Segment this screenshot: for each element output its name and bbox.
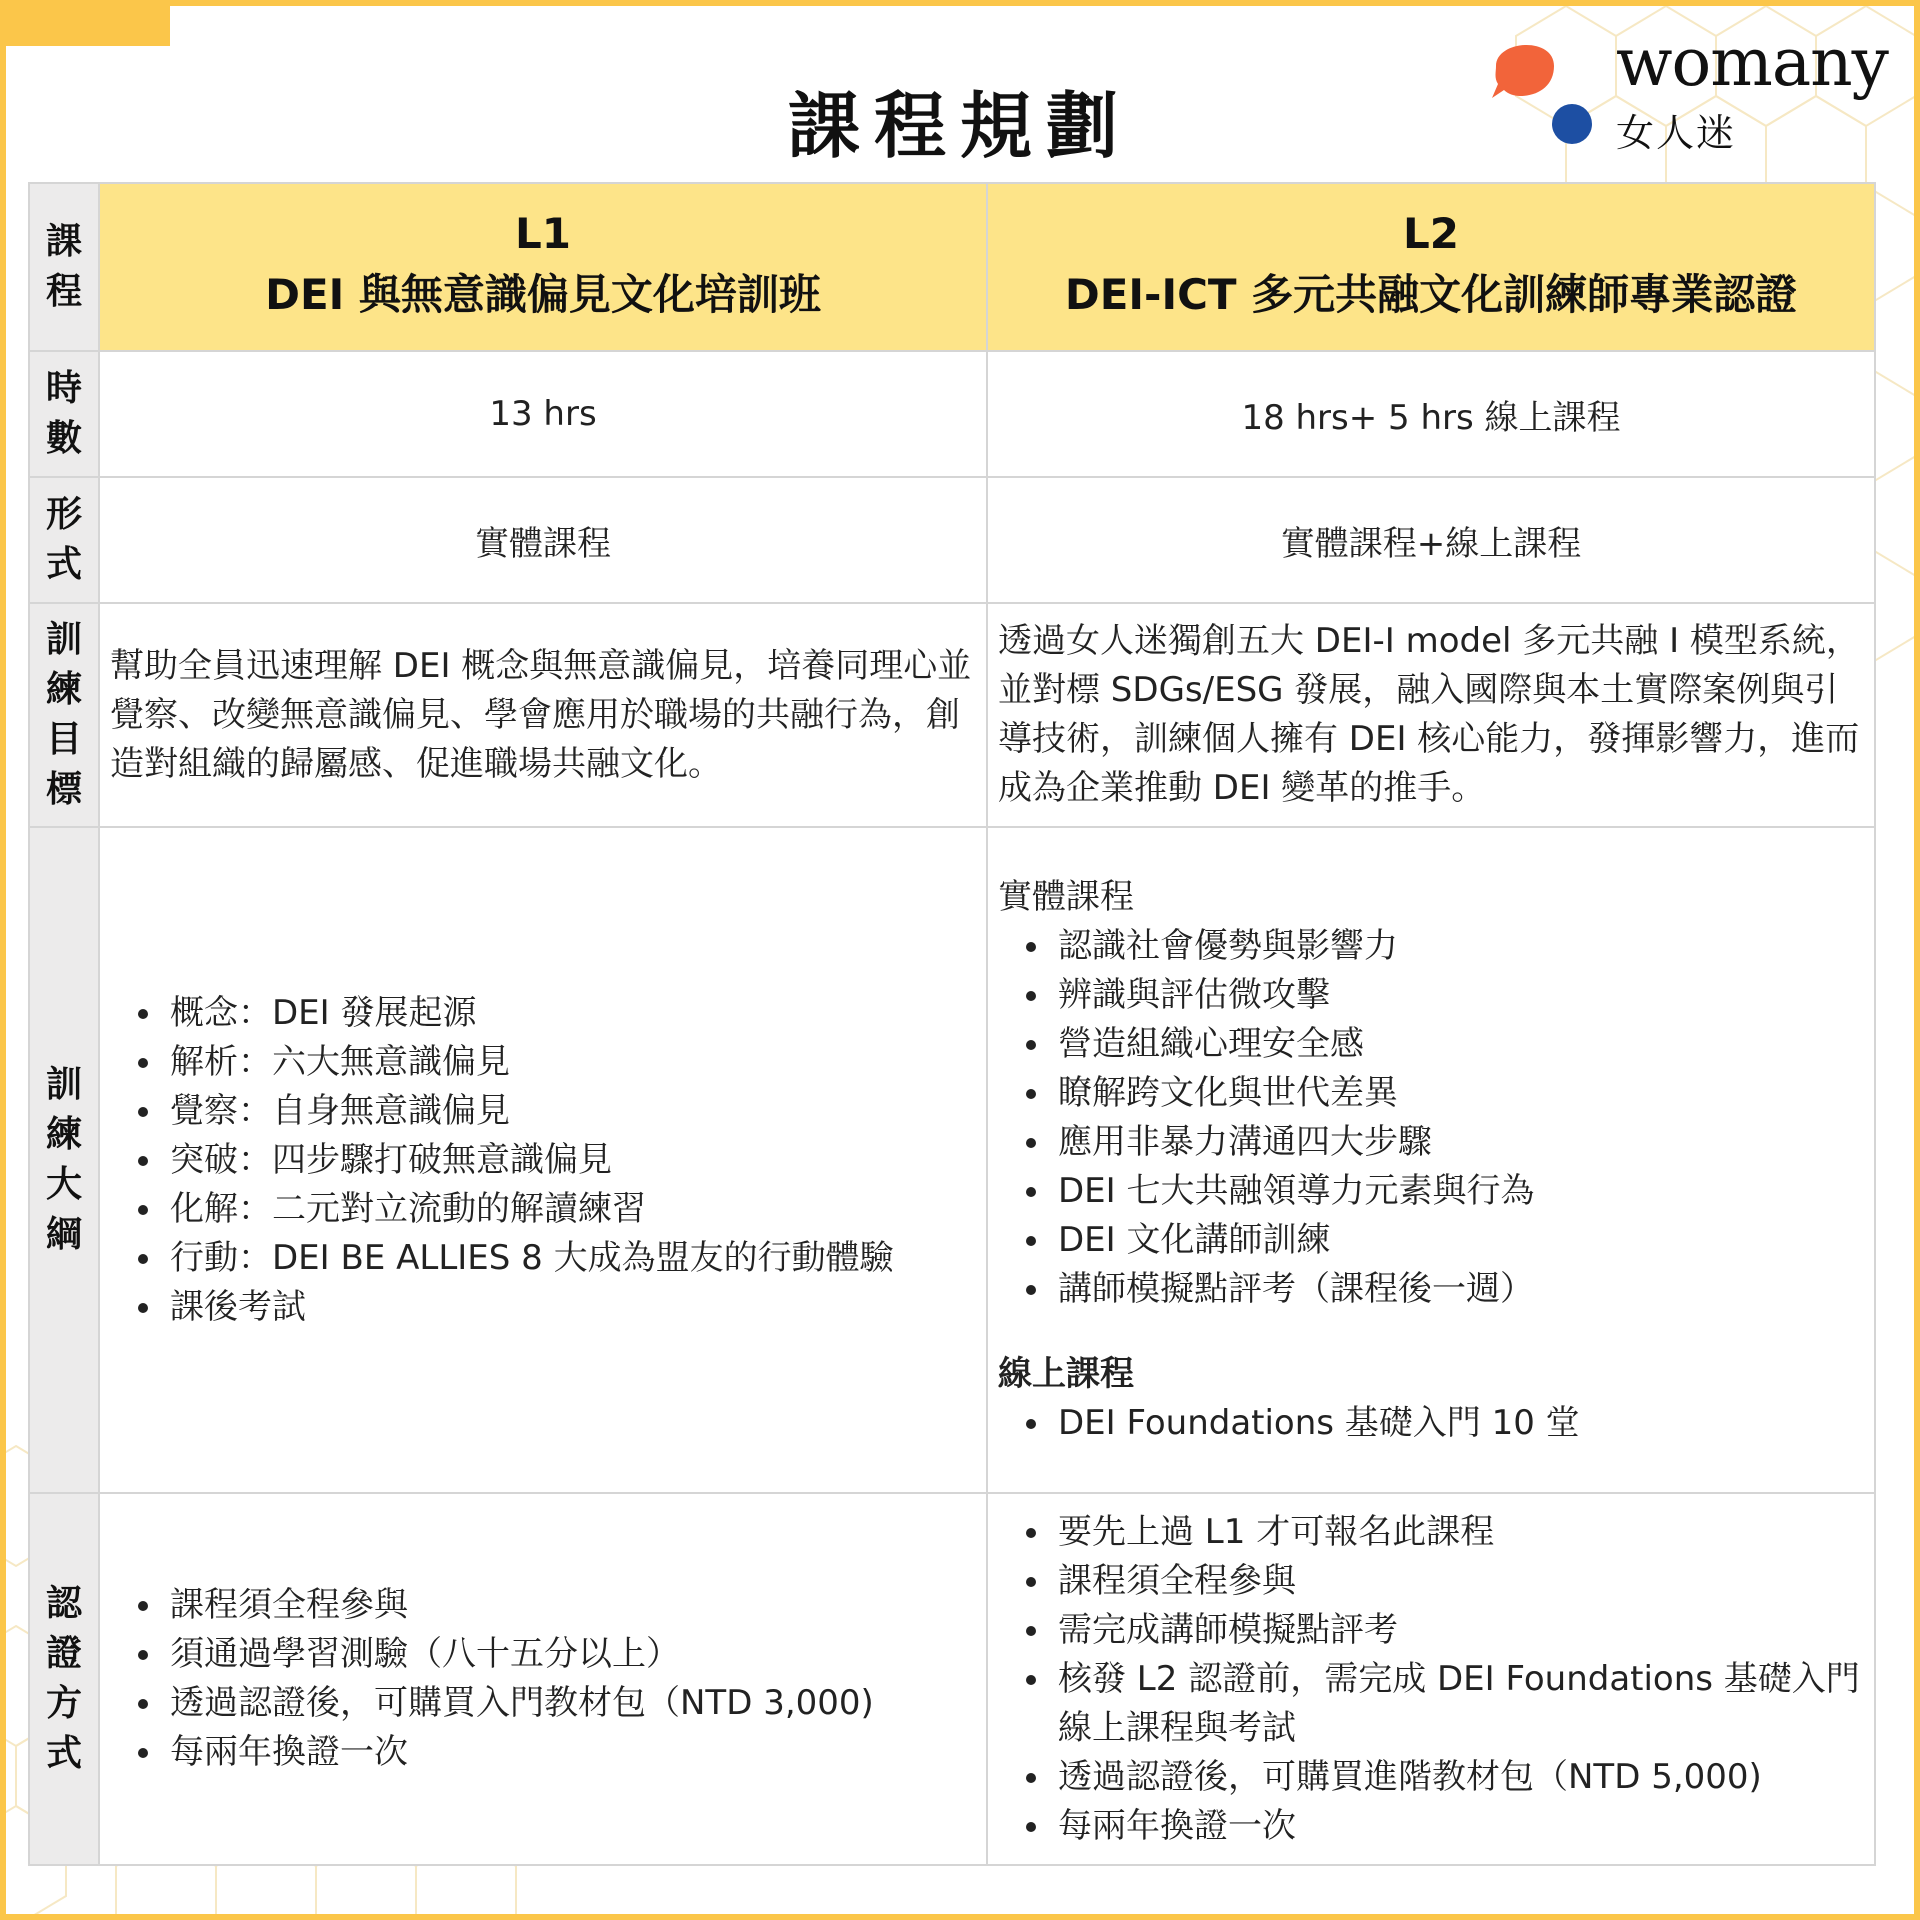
list-item: DEI 文化講師訓練 [1058, 1216, 1874, 1265]
l1-cert-cell [99, 1493, 987, 1865]
l2-offline-list [988, 922, 1874, 1314]
l2-goal-cell [987, 603, 1875, 827]
list-item: 須通過學習測驗（八十五分以上） [170, 1630, 986, 1679]
l1-level: L1 [515, 209, 571, 258]
l2-online-list [988, 1399, 1874, 1448]
list-item: 覺察：自身無意識偏見 [170, 1087, 986, 1136]
l1-outline-cell [99, 827, 987, 1493]
logo-chinese: 女人迷 [1616, 111, 1737, 155]
row-label-outline: 訓練大綱 [29, 827, 99, 1493]
l2-online-heading: 線上課程 [998, 1353, 1134, 1394]
list-item: 辨識與評估微攻擊 [1058, 971, 1874, 1020]
list-item: 講師模擬點評考（課程後一週） [1058, 1265, 1874, 1314]
goal-row [29, 603, 1875, 827]
course-row [29, 183, 1875, 351]
row-label-goal: 訓練目標 [29, 603, 99, 827]
cert-row [29, 1493, 1875, 1865]
list-item: 核發 L2 認證前，需完成 DEI Foundations 基礎入門線上課程與考試 [1058, 1655, 1874, 1753]
l2-level: L2 [1403, 209, 1459, 258]
list-item: 概念：DEI 發展起源 [170, 989, 986, 1038]
row-label-cert: 認證方式 [29, 1493, 99, 1865]
l2-outline-cell [987, 827, 1875, 1493]
l1-goal-cell [99, 603, 987, 827]
list-item: 認識社會優勢與影響力 [1058, 922, 1874, 971]
list-item: 課後考試 [170, 1283, 986, 1332]
list-item: 課程須全程參與 [1058, 1557, 1874, 1606]
list-item: 課程須全程參與 [170, 1581, 986, 1630]
row-label-hours: 時數 [29, 351, 99, 477]
l2-header [987, 183, 1875, 351]
list-item: 需完成講師模擬點評考 [1058, 1606, 1874, 1655]
list-item: 應用非暴力溝通四大步驟 [1058, 1118, 1874, 1167]
l1-outline-list [100, 989, 986, 1332]
l2-cert-list [988, 1508, 1874, 1851]
list-item: 解析：六大無意識偏見 [170, 1038, 986, 1087]
l1-format: 實體課程 [99, 477, 987, 603]
list-item: 每兩年換證一次 [170, 1728, 986, 1777]
page-title: 課程規劃 [787, 84, 1132, 168]
l2-name: DEI-ICT 多元共融文化訓練師專業認證 [1064, 270, 1798, 319]
list-item: DEI Foundations 基礎入門 10 堂 [1058, 1399, 1874, 1448]
row-label-course: 課程 [29, 183, 99, 351]
l1-goal: 幫助全員迅速理解 DEI 概念與無意識偏見，培養同理心並覺察、改變無意識偏見、學會應用於職場的共融行為，創造對組織的歸屬感、促進職場共融文化。 [110, 645, 972, 784]
row-label-format: 形式 [29, 477, 99, 603]
l1-cert-list [100, 1581, 986, 1777]
outline-row [29, 827, 1875, 1493]
list-item: 透過認證後，可購買進階教材包（NTD 5,000) [1058, 1753, 1874, 1802]
speech-bubble-logo-icon [1486, 30, 1616, 150]
womany-logo [1486, 24, 1906, 155]
list-item: 營造組織心理安全感 [1058, 1020, 1874, 1069]
l1-name: DEI 與無意識偏見文化培訓班 [265, 270, 821, 319]
list-item: 透過認證後，可購買入門教材包（NTD 3,000) [170, 1679, 986, 1728]
l2-hours: 18 hrs+ 5 hrs 線上課程 [987, 351, 1875, 477]
course-plan-table [28, 182, 1876, 1866]
list-item: 化解：二元對立流動的解讀練習 [170, 1185, 986, 1234]
list-item: 每兩年換證一次 [1058, 1802, 1874, 1851]
l1-hours: 13 hrs [99, 351, 987, 477]
l2-goal: 透過女人迷獨創五大 DEI-I model 多元共融 I 模型系統，並對標 SDGs/ESG 發展，融入國際與本土實際案例與引導技術，訓練個人擁有 DEI 核心能力，發揮影響力，進而成為企業推動 DEI 變革的推手。 [998, 621, 1860, 808]
l2-cert-cell [987, 1493, 1875, 1865]
format-row [29, 477, 1875, 603]
l2-offline-heading: 實體課程 [998, 876, 1134, 917]
list-item: 瞭解跨文化與世代差異 [1058, 1069, 1874, 1118]
list-item: 行動：DEI BE ALLIES 8 大成為盟友的行動體驗 [170, 1234, 986, 1283]
l2-format: 實體課程+線上課程 [987, 477, 1875, 603]
list-item: 要先上過 L1 才可報名此課程 [1058, 1508, 1874, 1557]
list-item: DEI 七大共融領導力元素與行為 [1058, 1167, 1874, 1216]
l1-header [99, 183, 987, 351]
list-item: 突破：四步驟打破無意識偏見 [170, 1136, 986, 1185]
logo-wordmark: womany [1616, 24, 1888, 101]
page [6, 6, 1914, 1914]
hours-row [29, 351, 1875, 477]
